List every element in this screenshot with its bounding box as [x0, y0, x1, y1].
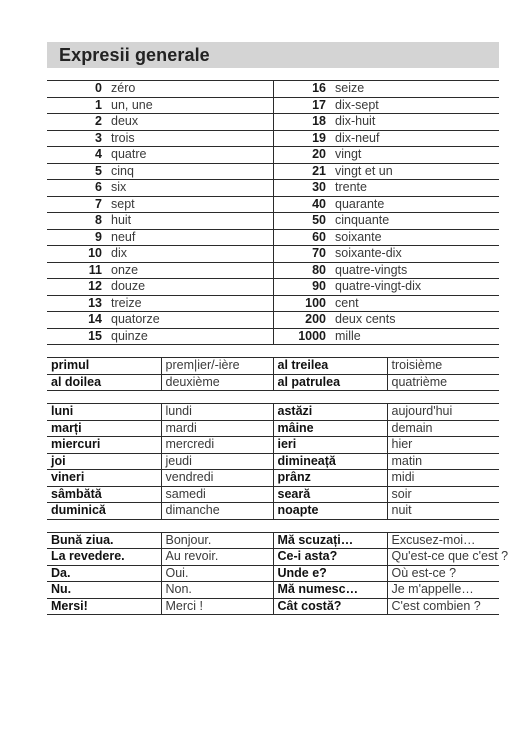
french-cell: prem|ier/-ière: [161, 358, 273, 375]
table-row: [47, 196, 499, 213]
romanian-cell: La revedere.: [47, 549, 161, 566]
french-cell: deuxième: [161, 374, 273, 391]
word-cell: huit: [107, 213, 273, 230]
number-cell: 90: [273, 279, 331, 296]
french-cell: Au revoir.: [161, 549, 273, 566]
word-cell: dix-neuf: [331, 130, 499, 147]
romanian-cell: Bună ziua.: [47, 532, 161, 549]
french-cell: Non.: [161, 582, 273, 599]
number-cell: 60: [273, 229, 331, 246]
word-cell: deux: [107, 114, 273, 131]
number-cell: 15: [47, 328, 107, 345]
french-cell: hier: [387, 437, 499, 454]
word-cell: cent: [331, 295, 499, 312]
table-row: [47, 532, 499, 549]
number-cell: 40: [273, 196, 331, 213]
romanian-cell: vineri: [47, 470, 161, 487]
romanian-cell: Ce-i asta?: [273, 549, 387, 566]
table-row: [47, 598, 499, 615]
french-cell: Merci !: [161, 598, 273, 615]
word-cell: soixante-dix: [331, 246, 499, 263]
french-cell: mardi: [161, 420, 273, 437]
table-row: [47, 279, 499, 296]
table-row: [47, 114, 499, 131]
number-cell: 5: [47, 163, 107, 180]
table-row: [47, 486, 499, 503]
romanian-cell: miercuri: [47, 437, 161, 454]
word-cell: quatre-vingts: [331, 262, 499, 279]
french-cell: demain: [387, 420, 499, 437]
french-cell: aujourd'hui: [387, 404, 499, 421]
table-row: [47, 404, 499, 421]
number-cell: 21: [273, 163, 331, 180]
days-table: [47, 403, 499, 520]
romanian-cell: Mă scuzați…: [273, 532, 387, 549]
word-cell: treize: [107, 295, 273, 312]
number-cell: 2: [47, 114, 107, 131]
number-cell: 50: [273, 213, 331, 230]
word-cell: sept: [107, 196, 273, 213]
table-row: [47, 503, 499, 520]
number-cell: 16: [273, 81, 331, 98]
table-row: [47, 470, 499, 487]
number-cell: 30: [273, 180, 331, 197]
word-cell: douze: [107, 279, 273, 296]
french-cell: troisième: [387, 358, 499, 375]
table-row: [47, 312, 499, 329]
table-row: [47, 163, 499, 180]
romanian-cell: Nu.: [47, 582, 161, 599]
french-cell: Oui.: [161, 565, 273, 582]
romanian-cell: noapte: [273, 503, 387, 520]
table-row: [47, 130, 499, 147]
romanian-cell: prânz: [273, 470, 387, 487]
word-cell: trois: [107, 130, 273, 147]
table-row: [47, 180, 499, 197]
romanian-cell: luni: [47, 404, 161, 421]
table-row: [47, 549, 499, 566]
word-cell: dix-huit: [331, 114, 499, 131]
table-row: [47, 358, 499, 375]
number-cell: 1: [47, 97, 107, 114]
word-cell: un, une: [107, 97, 273, 114]
number-cell: 1000: [273, 328, 331, 345]
word-cell: vingt: [331, 147, 499, 164]
french-cell: lundi: [161, 404, 273, 421]
number-cell: 70: [273, 246, 331, 263]
section-header: [47, 42, 499, 68]
romanian-cell: dimineață: [273, 453, 387, 470]
word-cell: soixante: [331, 229, 499, 246]
word-cell: cinquante: [331, 213, 499, 230]
table-row: [47, 420, 499, 437]
number-cell: 20: [273, 147, 331, 164]
french-cell: matin: [387, 453, 499, 470]
number-cell: 18: [273, 114, 331, 131]
number-cell: 0: [47, 81, 107, 98]
page-title: Expresii generale: [59, 44, 210, 65]
french-cell: dimanche: [161, 503, 273, 520]
french-cell: samedi: [161, 486, 273, 503]
romanian-cell: al patrulea: [273, 374, 387, 391]
number-cell: 100: [273, 295, 331, 312]
word-cell: quarante: [331, 196, 499, 213]
romanian-cell: al doilea: [47, 374, 161, 391]
table-row: [47, 213, 499, 230]
romanian-cell: Da.: [47, 565, 161, 582]
table-row: [47, 262, 499, 279]
number-cell: 11: [47, 262, 107, 279]
number-cell: 10: [47, 246, 107, 263]
french-cell: Où est-ce ?: [387, 565, 499, 582]
table-row: [47, 97, 499, 114]
number-cell: 9: [47, 229, 107, 246]
french-cell: Je m'appelle…: [387, 582, 499, 599]
phrases-table: [47, 532, 509, 616]
romanian-cell: Mersi!: [47, 598, 161, 615]
romanian-cell: astăzi: [273, 404, 387, 421]
number-cell: 4: [47, 147, 107, 164]
french-cell: midi: [387, 470, 499, 487]
word-cell: six: [107, 180, 273, 197]
word-cell: onze: [107, 262, 273, 279]
number-cell: 80: [273, 262, 331, 279]
table-row: [47, 453, 499, 470]
romanian-cell: duminică: [47, 503, 161, 520]
french-cell: Bonjour.: [161, 532, 273, 549]
vocabulary-page: [47, 42, 509, 615]
french-cell: jeudi: [161, 453, 273, 470]
word-cell: vingt et un: [331, 163, 499, 180]
french-cell: quatrième: [387, 374, 499, 391]
romanian-cell: joi: [47, 453, 161, 470]
table-row: [47, 81, 499, 98]
numbers-table: [47, 80, 499, 345]
number-cell: 14: [47, 312, 107, 329]
table-row: [47, 229, 499, 246]
word-cell: zéro: [107, 81, 273, 98]
table-row: [47, 582, 499, 599]
table-row: [47, 328, 499, 345]
french-cell: Qu'est-ce que c'est ?: [387, 549, 499, 566]
table-row: [47, 437, 499, 454]
number-cell: 7: [47, 196, 107, 213]
romanian-cell: seară: [273, 486, 387, 503]
word-cell: neuf: [107, 229, 273, 246]
french-cell: vendredi: [161, 470, 273, 487]
table-row: [47, 147, 499, 164]
number-cell: 13: [47, 295, 107, 312]
number-cell: 8: [47, 213, 107, 230]
word-cell: quatorze: [107, 312, 273, 329]
word-cell: dix: [107, 246, 273, 263]
word-cell: dix-sept: [331, 97, 499, 114]
word-cell: quatre-vingt-dix: [331, 279, 499, 296]
word-cell: quatre: [107, 147, 273, 164]
romanian-cell: Unde e?: [273, 565, 387, 582]
french-cell: soir: [387, 486, 499, 503]
french-cell: C'est combien ?: [387, 598, 499, 615]
french-cell: Excusez-moi…: [387, 532, 499, 549]
romanian-cell: Mă numesc…: [273, 582, 387, 599]
romanian-cell: primul: [47, 358, 161, 375]
number-cell: 12: [47, 279, 107, 296]
table-row: [47, 295, 499, 312]
romanian-cell: mâine: [273, 420, 387, 437]
word-cell: deux cents: [331, 312, 499, 329]
word-cell: cinq: [107, 163, 273, 180]
french-cell: mercredi: [161, 437, 273, 454]
romanian-cell: marți: [47, 420, 161, 437]
word-cell: mille: [331, 328, 499, 345]
table-row: [47, 565, 499, 582]
number-cell: 17: [273, 97, 331, 114]
word-cell: quinze: [107, 328, 273, 345]
table-row: [47, 246, 499, 263]
romanian-cell: sâmbătă: [47, 486, 161, 503]
romanian-cell: ieri: [273, 437, 387, 454]
number-cell: 19: [273, 130, 331, 147]
romanian-cell: al treilea: [273, 358, 387, 375]
romanian-cell: Cât costă?: [273, 598, 387, 615]
number-cell: 6: [47, 180, 107, 197]
word-cell: seize: [331, 81, 499, 98]
number-cell: 200: [273, 312, 331, 329]
ordinals-table: [47, 357, 499, 391]
french-cell: nuit: [387, 503, 499, 520]
number-cell: 3: [47, 130, 107, 147]
word-cell: trente: [331, 180, 499, 197]
table-row: [47, 374, 499, 391]
